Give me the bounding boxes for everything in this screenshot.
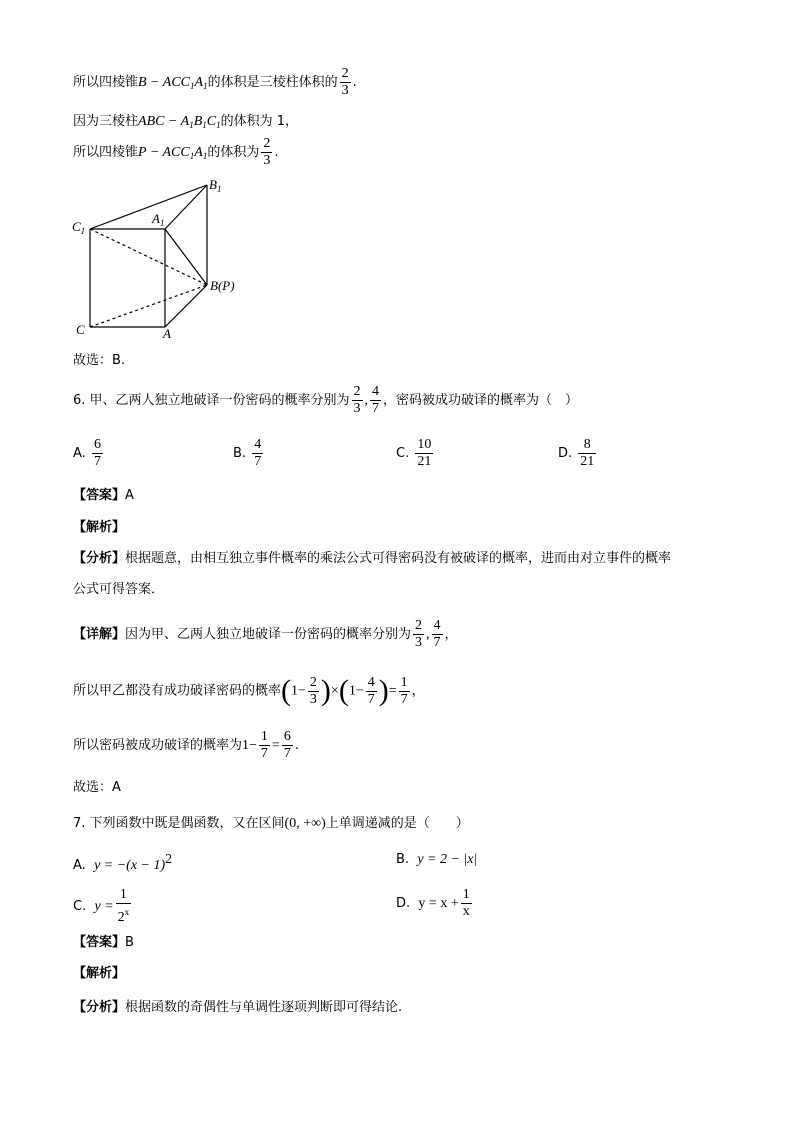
q6-stem: 6. 甲、乙两人独立地破译一份密码的概率分别为 $\frac{2}{3}$ , $\frac{4}{7}$ ，密码被成功破译的概率为（ ） xyxy=(73,384,579,416)
edge-a1-b xyxy=(165,229,207,285)
q7-jiexi: 【解析】 xyxy=(73,966,126,981)
fraction: $\frac{2}{3}$ xyxy=(341,66,349,98)
label-c: C xyxy=(76,322,85,337)
edge-a1-b1 xyxy=(165,185,207,229)
text: 所以四棱锥 xyxy=(73,75,139,90)
fraction: $\frac{2}{3}$ xyxy=(353,384,361,416)
q7-fenxi: 【分析】根据函数的奇偶性与单调性逐项判断即可得结论. xyxy=(73,1000,403,1015)
line-1: 所以四棱锥$B - ACC_1A_1$的体积是三棱柱体积的 $\frac{2}{3}$ . xyxy=(73,66,357,98)
label-a1: $A_1$ xyxy=(152,211,165,228)
q6-jiexi: 【解析】 xyxy=(73,520,126,535)
math: $B - ACC_1A_1$ xyxy=(138,75,208,91)
edge-c-b-dashed xyxy=(90,285,207,327)
q7-option-d[interactable]: D. y = x + $\frac{1}{x}$ xyxy=(396,887,470,919)
q6-option-a[interactable]: A. $\frac{6}{7}$ xyxy=(73,437,101,469)
q7-stem: 7. 下列函数中既是偶函数，又在区间(0, +∞)上单调递减的是（ ） xyxy=(73,816,469,831)
math: ABC − $A_1B_1C_1$ xyxy=(138,114,221,130)
edge-a-b xyxy=(165,285,207,327)
q7-option-b[interactable]: B. y = 2 − |x| xyxy=(396,852,478,867)
q6-success: 所以密码被成功破译的概率为1− $\frac{1}{7}$ = $\frac{6}{7}$ . xyxy=(73,729,299,761)
edge-c1-b1 xyxy=(90,185,207,229)
q6-fenxi-2: 公式可得答案． xyxy=(73,582,165,597)
label-a: A xyxy=(163,326,171,341)
edge-c1-b-dashed xyxy=(90,229,207,285)
q6-detail: 【详解】因为甲、乙两人独立地破译一份密码的概率分别为 $\frac{2}{3}$ , $\frac{4}{7}$ ， xyxy=(73,618,458,650)
q7-option-c[interactable]: C. y = $\frac{1}{2^x}$ xyxy=(73,887,130,925)
q6-both-fail: 所以甲乙都没有成功破译密码的概率(1− $\frac{2}{3}$ )×(1− $\frac{4}{7}$ )= $\frac{1}{7}$ ， xyxy=(73,674,425,707)
line-3: 所以四棱锥$P - ACC_1A_1$的体积为 $\frac{2}{3}$ . xyxy=(73,136,279,168)
label-b1: $B_1$ xyxy=(209,177,222,194)
q6-option-c[interactable]: C. $\frac{10}{21}$ xyxy=(396,437,432,469)
q6-option-d[interactable]: D. $\frac{8}{21}$ xyxy=(558,437,595,469)
q6-answer: 【答案】A xyxy=(73,488,134,503)
fraction: $\frac{2}{3}$ xyxy=(263,136,271,168)
q6-fenxi-1: 【分析】根据题意，由相互独立事件概率的乘法公式可得密码没有被破译的概率，进而由对立事件的概率 xyxy=(73,551,672,566)
prism-figure xyxy=(60,172,260,342)
q6-final: 故选：A xyxy=(73,780,121,795)
q6-option-b[interactable]: B. $\frac{4}{7}$ xyxy=(233,437,262,469)
line-2: 因为三棱柱ABC − $A_1B_1C_1$的体积为 1， xyxy=(73,114,299,130)
math: $P - ACC_1A_1$ xyxy=(138,145,208,161)
text: 的体积是三棱柱体积的 xyxy=(207,75,338,90)
q7-answer: 【答案】B xyxy=(73,935,134,950)
q7-option-a[interactable]: A. $y = -(x - 1)^2$ xyxy=(73,852,173,873)
label-bp: B(P) xyxy=(210,278,235,293)
label-c1: $C_1$ xyxy=(72,219,86,236)
fraction: $\frac{4}{7}$ xyxy=(372,384,380,416)
answer-5: 故选：B. xyxy=(73,353,126,368)
